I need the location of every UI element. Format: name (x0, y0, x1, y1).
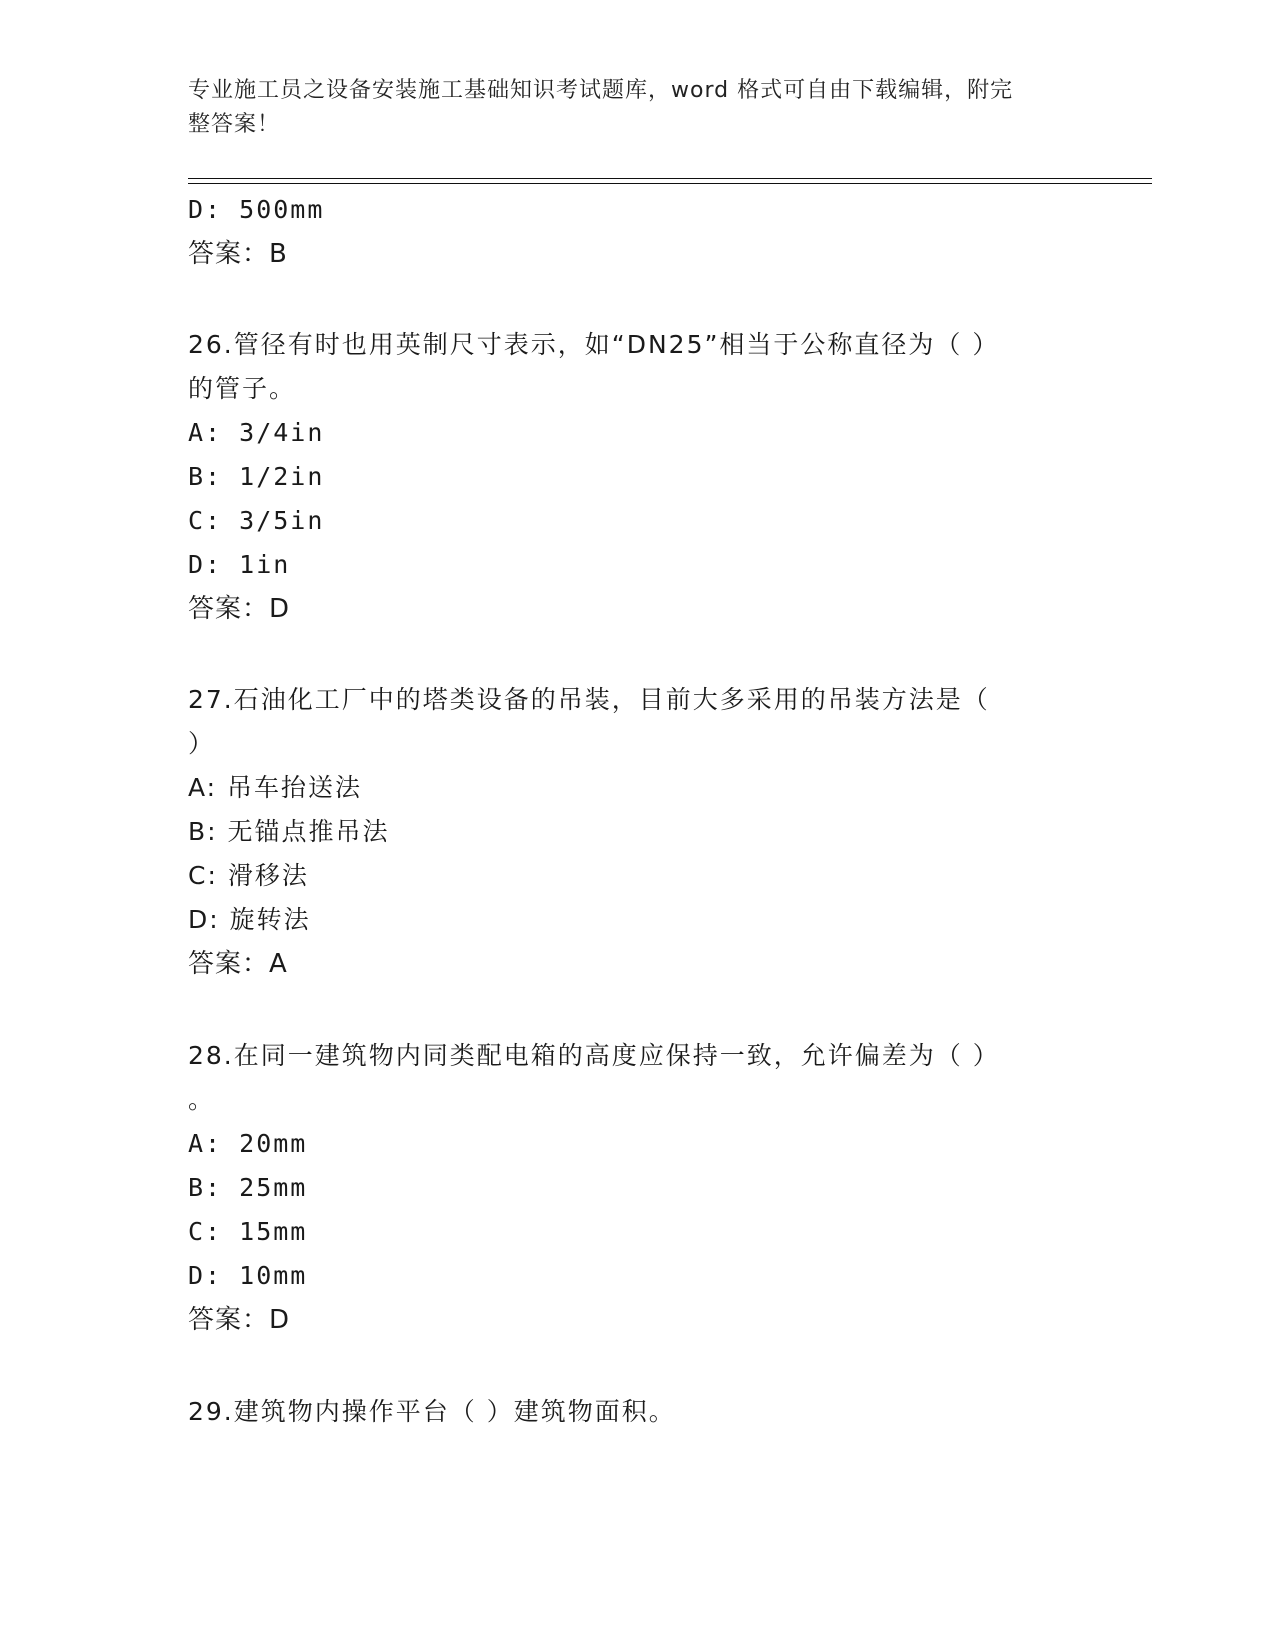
q27-option-a: A: 吊车抬送法 (188, 773, 363, 802)
q27-answer: 答案：A (188, 949, 288, 979)
q28-option-a: A: 20mm (188, 1129, 308, 1158)
q27-option-c: C: 滑移法 (188, 861, 309, 890)
q27-stem-line-1: 27.石油化工厂中的塔类设备的吊装，目前大多采用的吊装方法是（ (188, 685, 990, 714)
q26-stem-line-1: 26.管径有时也用英制尺寸表示，如“DN25”相当于公称直径为（ ） (188, 330, 1000, 359)
header-line-1: 专业施工员之设备安装施工基础知识考试题库，word 格式可自由下载编辑，附完 (188, 78, 1014, 103)
q26-stem-line-2: 的管子。 (188, 374, 297, 403)
q26-answer: 答案：D (188, 594, 291, 624)
q28-stem-line-1: 28.在同一建筑物内同类配电箱的高度应保持一致，允许偏差为（ ） (188, 1041, 1000, 1070)
header-rule-top (188, 178, 1152, 179)
prev-option-d: D: 500mm (188, 195, 325, 224)
q26-option-c: C: 3/5in (188, 506, 325, 535)
q27-option-d: D: 旋转法 (188, 905, 311, 934)
prev-answer: 答案：B (188, 239, 288, 269)
q27-stem-line-2: ） (188, 729, 216, 758)
q26-option-d: D: 1in (188, 550, 291, 579)
q28-option-d: D: 10mm (188, 1261, 308, 1290)
q26-option-b: B: 1/2in (188, 462, 325, 491)
document-header (188, 74, 1068, 142)
header-rule-bottom (188, 183, 1152, 184)
header-line-2: 整答案！ (188, 112, 281, 137)
q28-answer: 答案：D (188, 1305, 291, 1335)
q26-option-a: A: 3/4in (188, 418, 325, 447)
q29-stem-line-1: 29.建筑物内操作平台（ ）建筑物面积。 (188, 1397, 676, 1426)
q28-stem-line-2: 。 (188, 1085, 216, 1114)
q27-option-b: B: 无锚点推吊法 (188, 817, 390, 846)
q28-option-c: C: 15mm (188, 1217, 308, 1246)
q28-option-b: B: 25mm (188, 1173, 308, 1202)
